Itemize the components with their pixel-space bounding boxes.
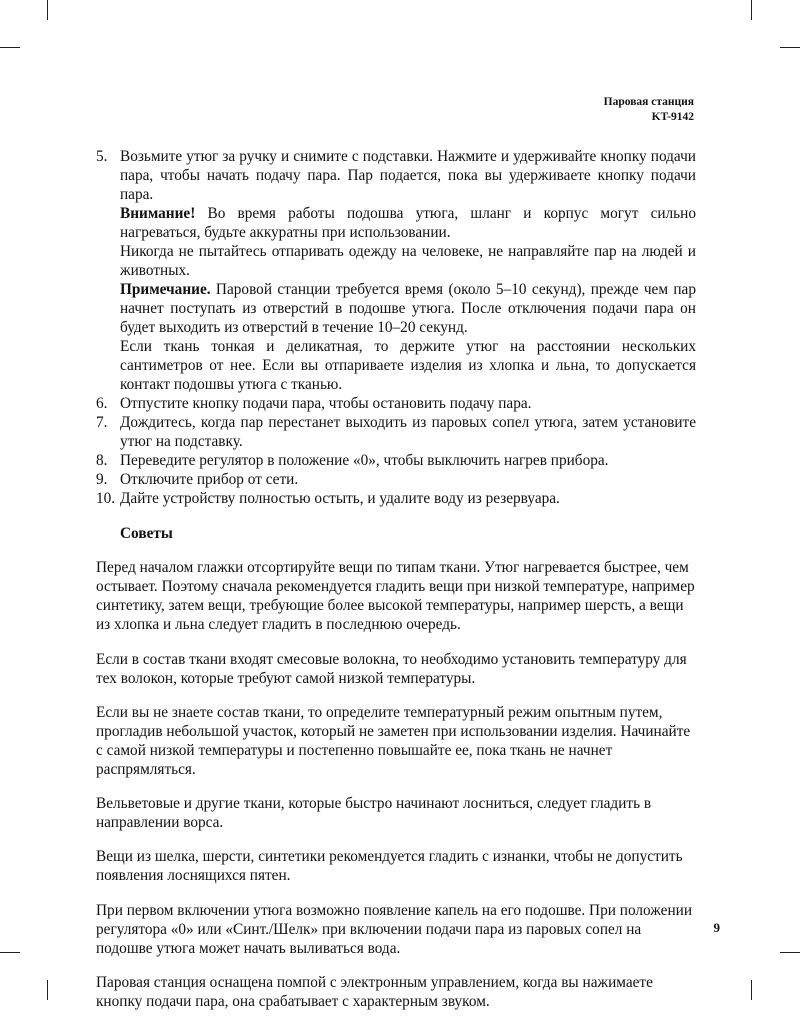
step-item bbox=[96, 470, 696, 489]
step-body: Дождитесь, когда пар перестанет выходить из паровых сопел утюга, затем установите утюг на подставку. bbox=[120, 414, 696, 450]
tips-heading: Советы bbox=[120, 525, 173, 542]
step-text bbox=[120, 413, 696, 451]
step-body: Дайте устройству полностью остыть, и удалите воду из резервуара. bbox=[120, 490, 560, 507]
tip-paragraph: Перед началом глажки отсортируйте вещи по типам ткани. Утюг нагревается быстрее, чем остывает. Поэтому сначала рекомендуется гладить вещи при низкой температуре, например синтетику, затем вещи, требующие более высокой температуры, например шерсть, а вещи из хлопка и льна следует гладить в последнюю очередь. bbox=[96, 559, 695, 634]
step-text bbox=[120, 204, 696, 242]
step-label: Примечание. bbox=[120, 281, 211, 298]
step-item bbox=[96, 413, 696, 451]
step-number: 7. bbox=[96, 414, 108, 431]
step-text bbox=[120, 394, 696, 413]
step-body: Никогда не пытайтесь отпаривать одежду на человеке, не направляйте пар на людей и животных. bbox=[120, 243, 696, 279]
crop-mark-right-lower bbox=[780, 952, 800, 953]
header-model: KT-9142 bbox=[651, 111, 694, 123]
tip-paragraph: Если вы не знаете состав ткани, то определите температурный режим опытным путем, прогладив небольшой участок, который не заметен при использовании изделия. Начинайте с самой низкой температуры и постепенно повышайте ее, пока ткань не начнет распрямляться. bbox=[96, 703, 691, 778]
header-product-type: Паровая станция bbox=[603, 96, 694, 108]
crop-mark-top-left bbox=[47, 0, 48, 20]
step-number: 10. bbox=[96, 490, 116, 507]
step-number: 5. bbox=[96, 148, 108, 165]
crop-mark-bottom-right bbox=[751, 980, 752, 1000]
step-text bbox=[120, 242, 696, 280]
tips-section bbox=[96, 558, 696, 1011]
step-text bbox=[120, 337, 696, 394]
step-item bbox=[96, 394, 696, 413]
page-number: 9 bbox=[713, 920, 720, 935]
step-item bbox=[96, 147, 696, 394]
crop-mark-top-right bbox=[751, 0, 752, 20]
step-body: Если ткань тонкая и деликатная, то держите утюг на расстоянии нескольких сантиметров от нее. Если вы отпариваете изделия из хлопка и льна, то допускается контакт подошвы утюга с тканью. bbox=[120, 338, 696, 393]
tip-paragraph: Если в состав ткани входят смесовые волокна, то необходимо установить температуру для тех волокон, которые требуют самой низкой температуры. bbox=[96, 650, 687, 687]
crop-mark-left-lower bbox=[0, 952, 20, 953]
step-body: Возьмите утюг за ручку и снимите с подставки. Нажмите и удерживайте кнопку подачи пара, чтобы начать подачу пара. Пар подается, пока вы удерживаете кнопку подачи пара. bbox=[120, 148, 696, 203]
step-text bbox=[120, 451, 696, 470]
running-header bbox=[604, 95, 694, 125]
tip-paragraph: Вельветовые и другие ткани, которые быстро начинают лосниться, следует гладить в направлении ворса. bbox=[96, 795, 652, 832]
crop-mark-left-upper bbox=[0, 47, 20, 48]
instruction-steps bbox=[96, 147, 696, 508]
step-body: Во время работы подошва утюга, шланг и корпус могут сильно нагреваться, будьте аккуратны при использовании. bbox=[120, 205, 696, 241]
step-label: Внимание! bbox=[120, 205, 196, 222]
step-number: 8. bbox=[96, 452, 108, 469]
crop-mark-right-upper bbox=[780, 47, 800, 48]
step-text bbox=[120, 470, 696, 489]
step-body: Отпустите кнопку подачи пара, чтобы остановить подачу пара. bbox=[120, 395, 532, 412]
crop-mark-bottom-left bbox=[47, 980, 48, 1000]
step-number: 9. bbox=[96, 471, 108, 488]
step-text bbox=[120, 280, 696, 337]
tip-paragraph: Паровая станция оснащена помпой с электронным управлением, когда вы нажимаете кнопку подачи пара, она срабатывает с характерным звуком. bbox=[96, 974, 653, 1011]
step-body: Отключите прибор от сети. bbox=[120, 471, 299, 488]
tip-paragraph: При первом включении утюга возможно появление капель на его подошве. При положении регулятора «0» или «Синт./Шелк» при включении подачи пара из паровых сопел на подошве утюга может начать выливаться вода. bbox=[96, 901, 693, 957]
page-content bbox=[96, 147, 696, 1026]
step-text bbox=[120, 489, 696, 508]
step-body: Паровой станции требуется время (около 5–10 секунд), прежде чем пар начнет поступать из отверстий в подошве утюга. После отключения подачи пара он будет выходить из отверстий в течение 10–20 секунд. bbox=[120, 281, 696, 336]
step-body: Переведите регулятор в положение «0», чтобы выключить нагрев прибора. bbox=[120, 452, 609, 469]
step-item bbox=[96, 451, 696, 470]
step-number: 6. bbox=[96, 395, 108, 412]
step-text bbox=[120, 147, 696, 204]
step-item bbox=[96, 489, 696, 508]
tip-paragraph: Вещи из шелка, шерсти, синтетики рекомендуется гладить с изнанки, чтобы не допустить появления лоснящихся пятен. bbox=[96, 848, 683, 885]
